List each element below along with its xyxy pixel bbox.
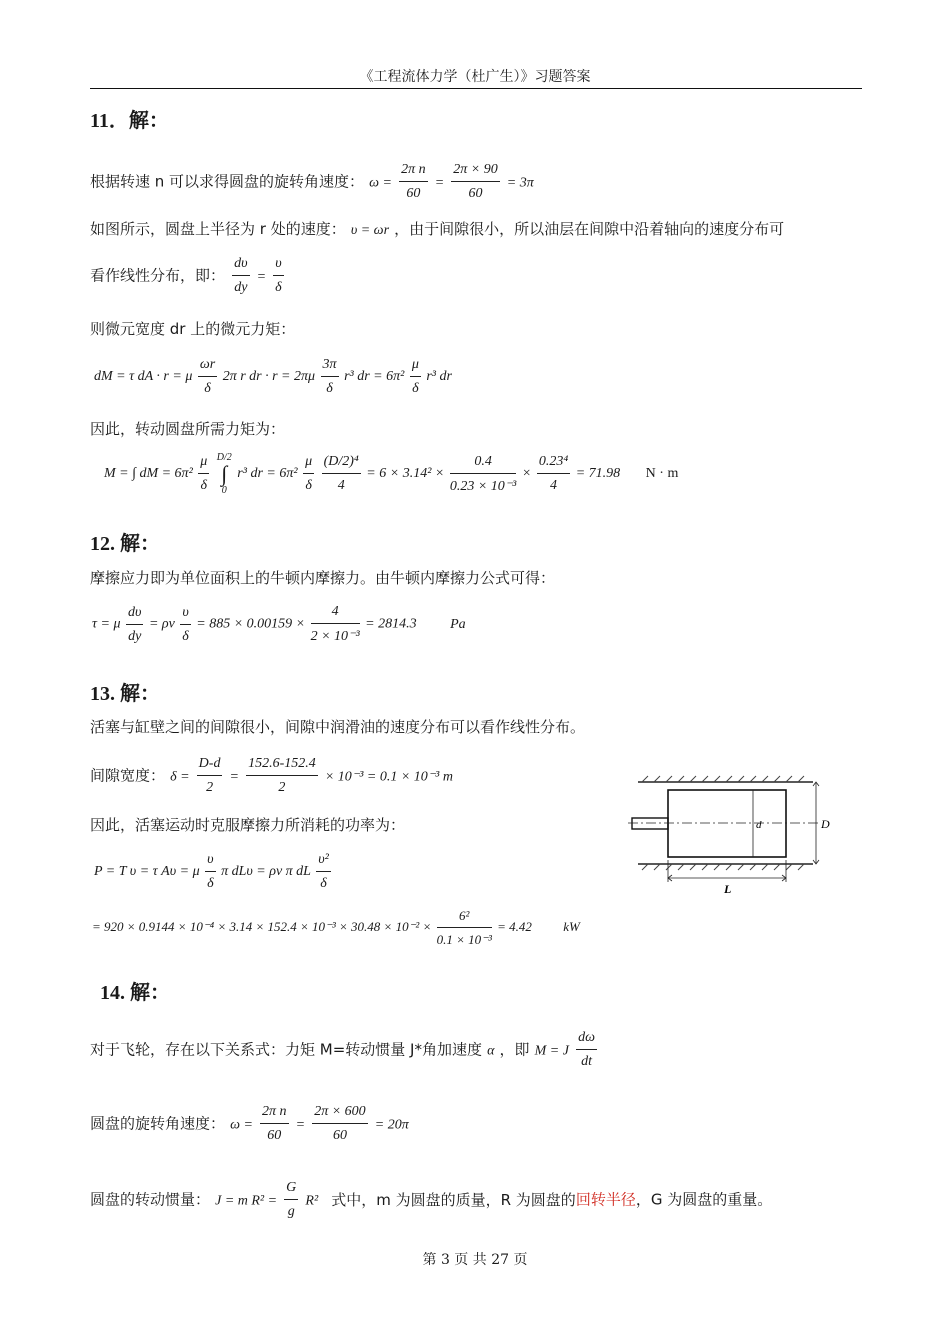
piston-rod [632,818,668,829]
frac-num: υ² [316,852,331,872]
eq-part: = ρν [148,616,175,632]
eq-part: r³ dr = 6π² [237,466,298,482]
fraction [311,604,360,645]
eq-part: = 885 × 0.00159 × [196,616,306,632]
eq-part: = [229,769,239,785]
frac-den: 0.23 × 10⁻³ [449,478,517,494]
fraction [205,852,215,892]
frac-den: δ [207,876,214,891]
power-numeric [92,908,580,948]
frac-num: G [284,1180,298,1200]
s14-p3: 圆盘的转动惯量： [90,1190,211,1209]
highlight-term: 回转半径 [575,1190,636,1209]
fraction [198,454,209,494]
frac-num: 2π n [260,1104,289,1124]
eq-part: P = T υ = τ Aυ = μ [94,864,200,880]
frac-num: 2π n [399,162,428,182]
fraction [451,162,499,202]
label-D: D [821,817,830,831]
eq-result: = 4.42 [497,918,532,934]
eq-part: M = J [534,1043,569,1059]
eq-sign: = [295,1117,306,1133]
fraction [437,908,492,948]
fraction [284,1180,298,1220]
eq-part: M = ∫ dM = 6π² [104,466,193,482]
eq-result: = 20π [374,1117,409,1133]
frac-den: 4 [550,478,558,493]
heading-12: 12. 解： [90,533,160,555]
s11-line1 [90,162,534,202]
fraction [180,605,190,645]
fraction [399,162,428,202]
s14-p3b: 式中，m 为圆盘的质量，R 为圆盘的 [331,1190,576,1209]
eq-part: × [521,466,532,482]
fraction [303,454,314,494]
frac-den: 60 [267,1128,282,1143]
eq-part: = 920 × 0.9144 × 10⁻⁴ × 3.14 × 152.4 × 10⁻³ × 30.48 × 10⁻² × [92,918,432,934]
unit: kW [563,918,580,934]
s11-p2b: ，由于间隙很小，所以油层在间隙中沿着轴向的速度分布可 [394,220,785,238]
frac-num: υ [180,605,190,625]
frac-num: 6² [437,908,492,928]
frac-den: 0.1 × 10⁻³ [436,932,492,947]
fraction [246,756,318,796]
dm-equation [94,357,452,397]
s11-line2 [90,218,784,239]
unit: N · m [645,466,679,482]
eq-part: × 10⁻³ = 0.1 × 10⁻³ m [324,769,453,785]
fraction [260,1104,289,1144]
s11-p1: 根据转速 n 可以求得圆盘的旋转角速度： [90,172,365,191]
s13-p3: 因此，活塞运动时克服摩擦力所消耗的功率为： [90,816,406,834]
alpha-symbol: α [487,1043,495,1059]
fraction [316,852,331,892]
frac-num: 2π × 600 [312,1104,367,1124]
frac-den: 2 [206,780,214,795]
s13-line2 [90,756,453,796]
frac-den: δ [412,381,419,396]
eq-sign: = [434,175,445,191]
eq-part: δ = [170,769,190,785]
frac-den: 60 [332,1128,347,1143]
s11-p2: 如图所示，圆盘上半径为 r 处的速度： [90,220,346,238]
label-L: L [724,882,732,896]
frac-num: D-d [197,756,223,776]
frac-num: dυ [126,605,143,625]
fraction [322,454,361,494]
frac-den: 60 [468,186,483,201]
frac-den: 2 [278,780,286,795]
power-equation [94,852,333,892]
fraction [450,454,517,495]
heading-14: 14. 解： [100,982,170,1004]
s14-p1b: ，即 [499,1040,530,1059]
fraction [197,756,223,796]
eq-sign: = [256,269,267,285]
s11-p3: 看作线性分布，即： [90,266,226,285]
page-header: 《工程流体力学（杜广生）》习题答案 [359,69,591,85]
frac-den: δ [200,478,208,493]
omega-lhs: ω = [369,175,392,191]
frac-num: 4 [311,604,360,624]
fraction [321,357,339,397]
frac-num: 0.4 [450,454,517,474]
integral-lower: 0 [221,485,227,496]
fraction [273,256,283,296]
eq-part: r³ dr = 6π² [344,369,405,385]
s11-p5: 因此，转动圆盘所需力矩为： [90,420,286,438]
frac-num: 2π × 90 [451,162,499,182]
frac-num: ωr [198,357,217,377]
eq-part: r³ dr [426,369,452,385]
frac-num: υ [273,256,283,276]
piston-body [668,790,786,857]
s13-p2: 间隙宽度： [90,766,166,785]
eq-part: = 6 × 3.14² × [366,466,445,482]
fraction [198,357,217,397]
integral-limits [217,452,232,496]
frac-num: μ [410,357,421,377]
integral-upper: D/2 [216,452,232,463]
frac-den: δ [204,381,211,396]
s14-line3 [90,1180,772,1220]
frac-den: 4 [337,478,345,493]
frac-den: dt [581,1054,592,1069]
frac-num: 3π [321,357,339,377]
cylinder-wall-bottom [638,864,813,870]
frac-den: δ [182,628,189,644]
s14-p1: 对于飞轮，存在以下关系式：力矩 M=转动惯量 J*角加速度 [90,1040,482,1059]
page-footer: 第 3 页 共 27 页 [422,1252,528,1268]
eq-result: = 71.98 [575,466,621,482]
frac-num: μ [198,454,209,474]
heading-13: 13. 解： [90,683,160,705]
cylinder-wall-top [638,776,813,782]
label-d: d [756,819,762,831]
s12-p1: 摩擦应力即为单位面积上的牛顿内摩擦力。由牛顿内摩擦力公式可得： [90,569,556,587]
frac-den: δ [326,381,333,396]
s11-line3 [90,256,286,296]
frac-num: υ [205,852,215,872]
eq-part: ω = [230,1117,253,1133]
frac-den: δ [305,478,312,493]
fraction [576,1030,597,1070]
eq-result: = 2814.3 [365,616,417,632]
velocity-eq: υ = ωr [350,223,390,238]
heading-11: 11．解： [90,110,169,132]
integral-sign: ∫ [221,461,228,486]
frac-num: μ [303,454,314,474]
eq-part: 2π r dr · r = 2πμ [222,369,316,385]
s11-p4: 则微元宽度 dr 上的微元力矩： [90,320,296,338]
eq-part: τ = μ [92,616,121,632]
frac-den: dy [234,280,248,295]
s13-p1: 活塞与缸壁之间的间隙很小，间隙中润滑油的速度分布可以看作线性分布。 [90,718,586,736]
frac-num: 0.23⁴ [537,454,570,474]
m-equation [104,452,678,496]
frac-den: dy [128,628,142,644]
frac-den: δ [320,876,327,891]
eq-part: R² [305,1193,319,1209]
fraction [410,357,421,397]
eq-part: dM = τ dA · r = μ [94,369,193,385]
frac-den: g [287,1204,295,1219]
eq-part: π dLυ = ρν π dL [221,864,311,880]
s14-line1 [90,1030,599,1070]
s14-p3c: ，G 为圆盘的重量。 [635,1190,773,1209]
frac-num: (D/2)⁴ [322,454,361,474]
fraction [312,1104,367,1144]
frac-num: dω [576,1030,597,1050]
fraction [232,256,249,296]
piston-diagram [628,772,838,902]
fraction [126,605,143,645]
omega-result: = 3π [506,175,534,191]
frac-den: 2 × 10⁻³ [310,629,360,644]
frac-den: δ [275,280,282,295]
eq-part: J = m R² = [215,1193,278,1209]
header-rule [90,88,862,89]
tau-equation [92,604,466,645]
frac-num: dυ [232,256,249,276]
unit: Pa [450,616,466,632]
s14-p2: 圆盘的旋转角速度： [90,1114,226,1133]
frac-num: 152.6-152.4 [246,756,318,776]
frac-den: 60 [406,186,421,201]
s14-line2 [90,1104,409,1144]
fraction [537,454,570,494]
